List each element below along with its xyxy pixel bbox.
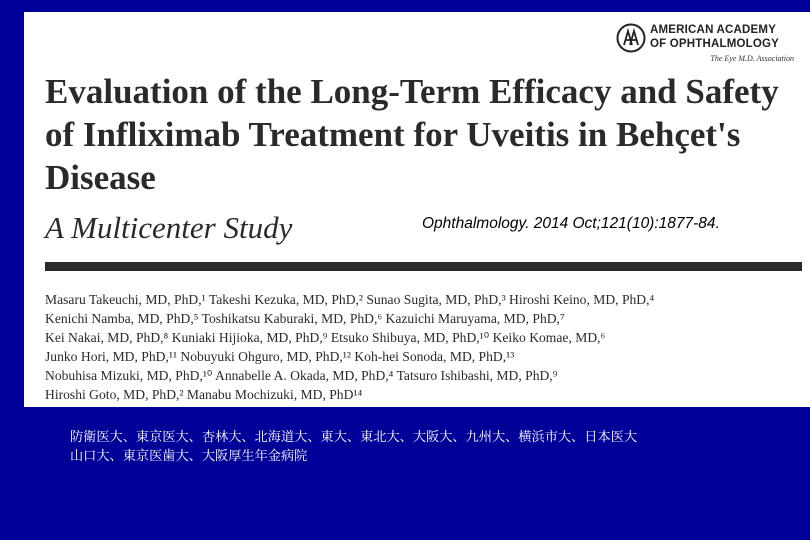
institution-list bbox=[70, 428, 790, 466]
article-page-image bbox=[24, 12, 810, 407]
institution-line: 山口大、東京医歯大、大阪厚生年金病院 bbox=[70, 449, 308, 464]
article-subtitle: A Multicenter Study bbox=[45, 210, 293, 245]
article-title: Evaluation of the Long-Term Efficacy and Safety of Infliximab Treatment for Uveitis in Behçet's Disease bbox=[45, 72, 779, 197]
author-line: Junko Hori, MD, PhD,¹¹ Nobuyuki Ohguro, MD, PhD,¹² Koh-hei Sonoda, MD, PhD,¹³ bbox=[45, 349, 515, 364]
author-line: Kei Nakai, MD, PhD,⁸ Kuniaki Hijioka, MD, PhD,⁹ Etsuko Shibuya, MD, PhD,¹⁰ Keiko Komae, MD,⁶ bbox=[45, 330, 606, 345]
author-line: Kenichi Namba, MD, PhD,⁵ Toshikatsu Kaburaki, MD, PhD,⁶ Kazuichi Maruyama, MD, PhD,⁷ bbox=[45, 311, 565, 326]
author-line: Hiroshi Goto, MD, PhD,² Manabu Mochizuki, MD, PhD¹⁴ bbox=[45, 387, 363, 402]
aao-emblem-icon bbox=[616, 23, 646, 53]
logo-text-line2: OF OPHTHALMOLOGY bbox=[650, 38, 780, 50]
journal-citation: Ophthalmology. 2014 Oct;121(10):1877-84. bbox=[422, 215, 720, 232]
institution-line: 防衛医大、東京医大、杏林大、北海道大、東大、東北大、大阪大、九州大、横浜市大、日本医大 bbox=[70, 430, 638, 445]
author-line: Masaru Takeuchi, MD, PhD,¹ Takeshi Kezuka, MD, PhD,² Sunao Sugita, MD, PhD,³ Hiroshi Keino, MD, PhD,⁴ bbox=[45, 292, 655, 307]
author-line: Nobuhisa Mizuki, MD, PhD,¹⁰ Annabelle A. Okada, MD, PhD,⁴ Tatsuro Ishibashi, MD, PhD,⁹ bbox=[45, 368, 558, 383]
author-list bbox=[45, 290, 805, 404]
logo-text-line1: AMERICAN ACADEMY bbox=[650, 24, 777, 36]
logo-tagline: The Eye M.D. Association bbox=[710, 54, 794, 63]
aao-logo bbox=[616, 18, 794, 68]
title-divider-rule bbox=[45, 262, 802, 271]
